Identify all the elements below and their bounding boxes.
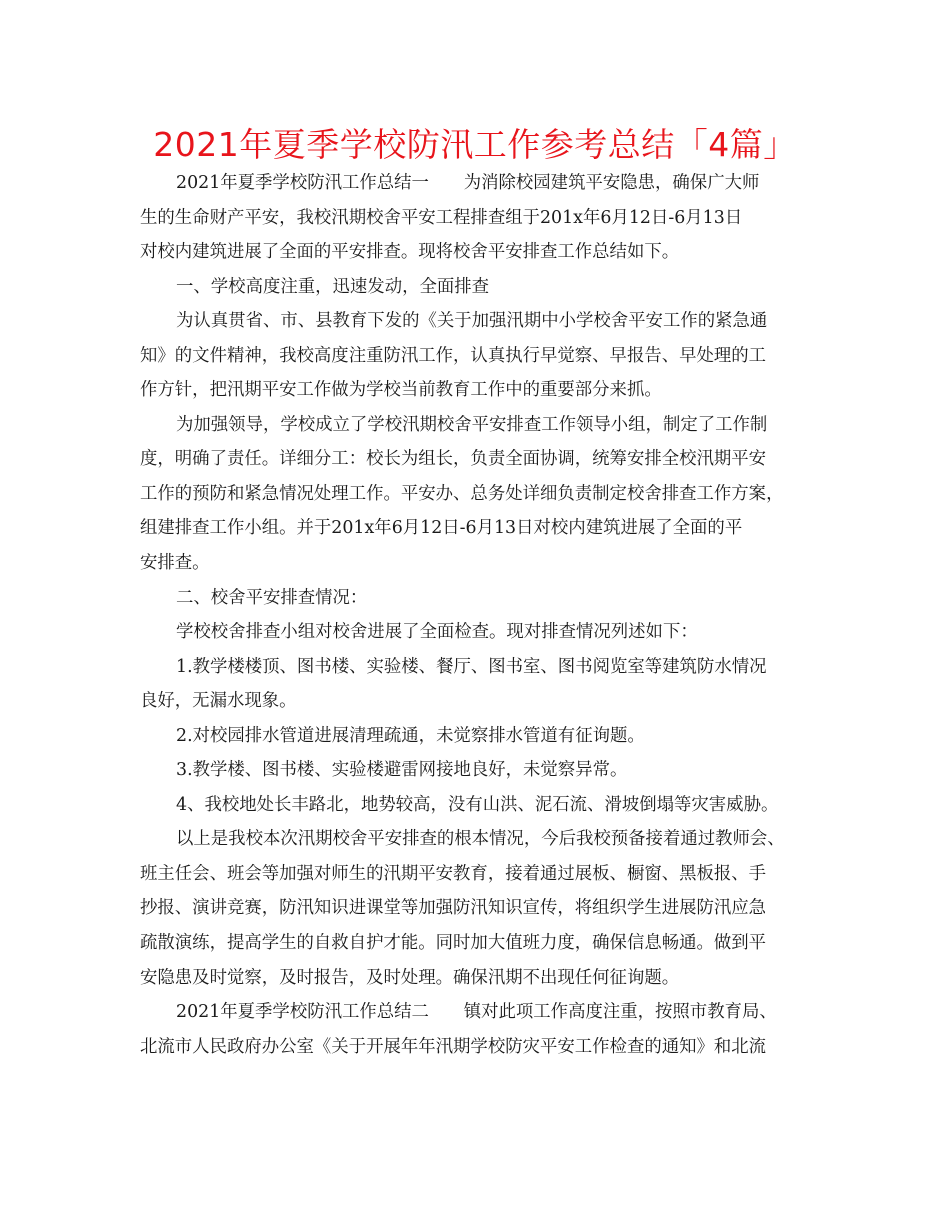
text-line: 1.教学楼楼顶、图书楼、实验楼、餐厅、图书室、图书阅览室等建筑防水情况 bbox=[176, 656, 767, 677]
text-line: 疏散演练，提高学生的自救自护才能。同时加大值班力度，确保信息畅通。做到平 bbox=[140, 933, 767, 954]
text-line: 为认真贯省、市、县教育下发的《关于加强汛期中小学校舍平安工作的紧急通 bbox=[176, 311, 768, 332]
text-line: 学校校舍排查小组对校舍进展了全面检查。现对排查情况列述如下： bbox=[176, 622, 698, 643]
text-line: 工作的预防和紧急情况处理工作。平安办、总务处详细负责制定校舍排查工作方案， bbox=[140, 483, 784, 504]
text-line: 知》的文件精神，我校高度注重防汛工作，认真执行早觉察、早报告、早处理的工 bbox=[140, 345, 767, 366]
text-line: 一、学校高度注重，迅速发动，全面排查 bbox=[176, 276, 490, 297]
text-line: 二、校舍平安排查情况： bbox=[176, 587, 368, 608]
text-line: 度，明确了责任。详细分工：校长为组长，负责全面协调，统筹安排全校汛期平安 bbox=[140, 449, 767, 470]
document-body bbox=[140, 168, 820, 1066]
text-line: 组建排查工作小组。并于201x年6月12日-6月13日对校内建筑进展了全面的平 bbox=[140, 518, 743, 539]
text-line: 作方针，把汛期平安工作做为学校当前教育工作中的重要部分来抓。 bbox=[140, 380, 662, 401]
text-line: 3.教学楼、图书楼、实验楼避雷网接地良好，未觉察异常。 bbox=[176, 760, 628, 781]
text-line: 2.对校园排水管道进展清理疏通，未觉察排水管道有征询题。 bbox=[176, 725, 645, 746]
text-line: 对校内建筑进展了全面的平安排查。现将校舍平安排查工作总结如下。 bbox=[140, 242, 680, 263]
text-line: 良好，无漏水现象。 bbox=[140, 691, 297, 712]
text-line: 2021年夏季学校防汛工作总结二 镇对此项工作高度注重，按照市教育局、 bbox=[176, 1002, 777, 1023]
text-line: 抄报、演讲竞赛，防汛知识进课堂等加强防汛知识宣传，将组织学生进展防汛应急 bbox=[140, 898, 767, 919]
text-line: 以上是我校本次汛期校舍平安排查的根本情况，今后我校预备接着通过教师会、 bbox=[176, 829, 785, 850]
text-line: 安排查。 bbox=[140, 553, 210, 574]
document-title: 2021年夏季学校防汛工作参考总结「4篇」 bbox=[153, 125, 797, 164]
text-line: 为加强领导，学校成立了学校汛期校舍平安排查工作领导小组，制定了工作制 bbox=[176, 414, 768, 435]
text-line: 北流市人民政府办公室《关于开展年年汛期学校防灾平安工作检查的通知》和北流 bbox=[140, 1036, 767, 1057]
text-line: 2021年夏季学校防汛工作总结一 为消除校园建筑平安隐患，确保广大师 bbox=[176, 173, 760, 193]
text-line: 安隐患及时觉察，及时报告，及时处理。确保汛期不出现任何征询题。 bbox=[140, 967, 680, 988]
text-line: 班主任会、班会等加强对师生的汛期平安教育，接着通过展板、橱窗、黑板报、手 bbox=[140, 863, 767, 884]
text-line: 4、我校地处长丰路北，地势较高，没有山洪、泥石流、滑坡倒塌等灾害威胁。 bbox=[176, 794, 779, 815]
text-line: 生的生命财产平安，我校汛期校舍平安工程排查组于201x年6月12日-6月13日 bbox=[140, 207, 743, 228]
